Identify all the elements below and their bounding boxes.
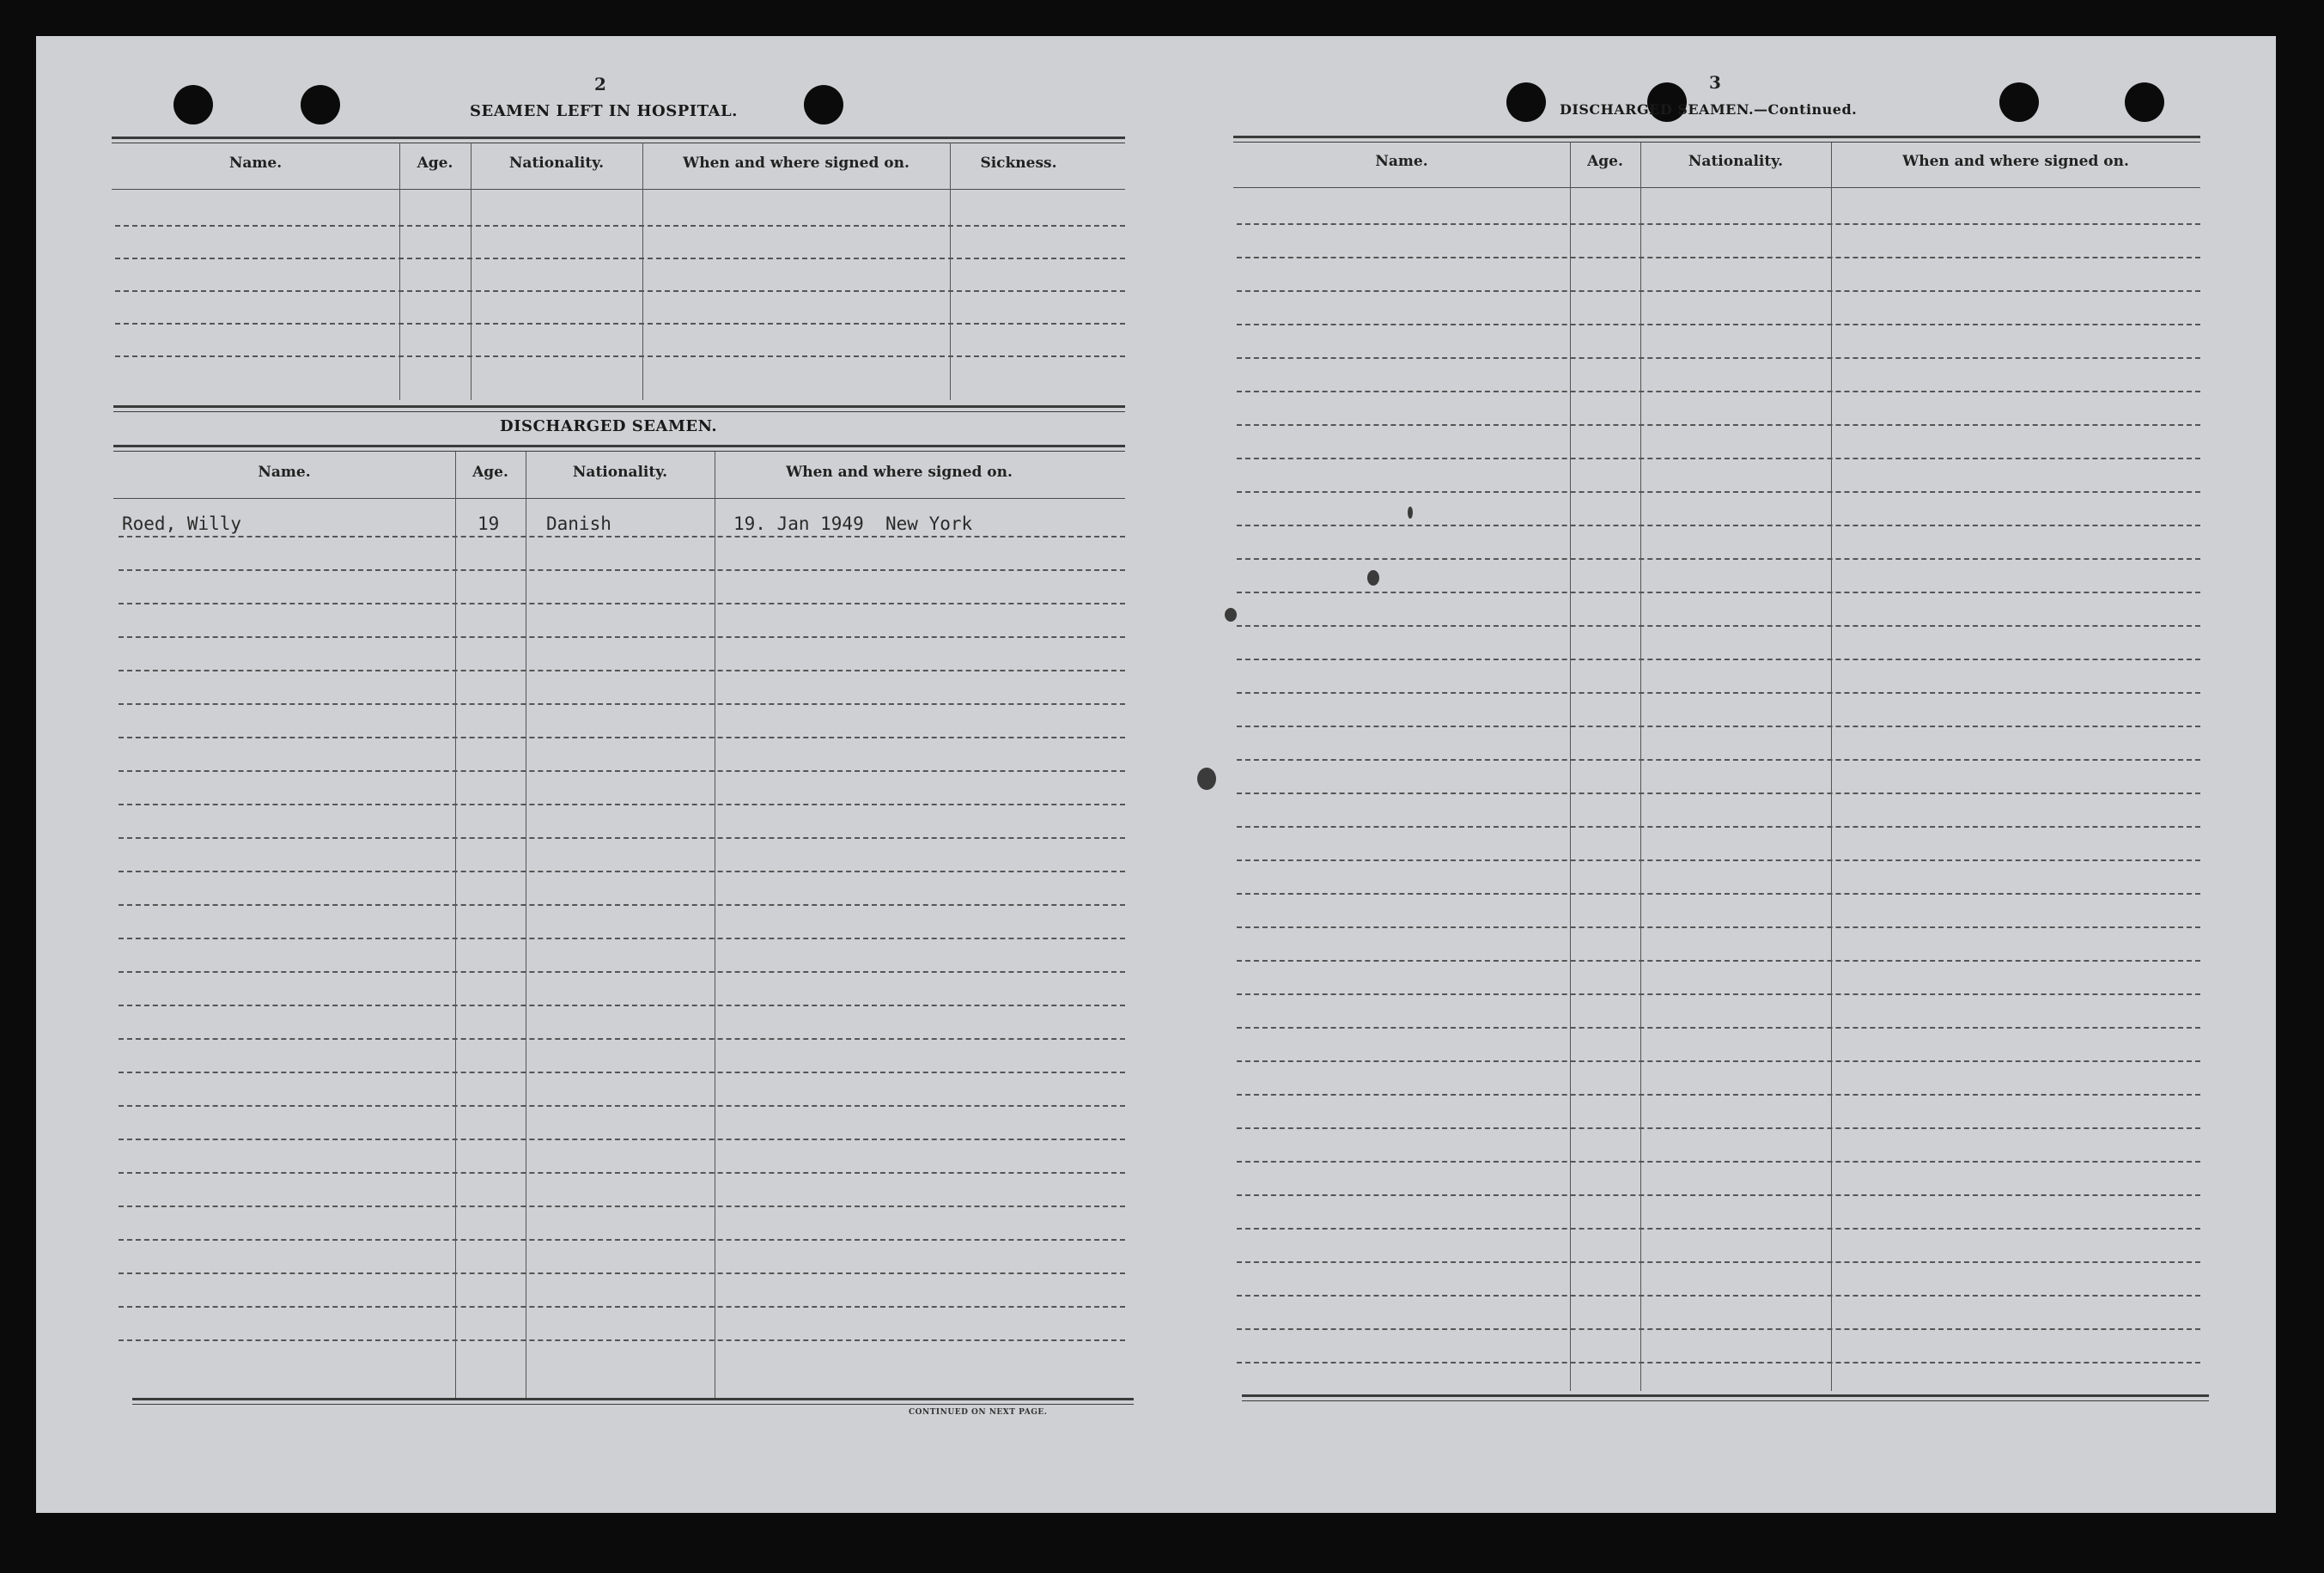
ruled-line [1237,357,2200,359]
ruled-line [1237,625,2200,627]
seaman-nationality: Danish [546,513,611,534]
ruled-line [1237,726,2200,727]
ruled-line [1237,1094,2200,1096]
continued-note: CONTINUED ON NEXT PAGE. [909,1408,1048,1417]
ruled-line [1237,1362,2200,1363]
ink-smudge [1367,570,1379,586]
ink-smudge [1197,768,1216,790]
ruled-line [1237,324,2200,325]
ruled-line [1237,1261,2200,1263]
hospital-divider [642,143,643,400]
ruled-line [119,1105,1125,1107]
ruled-line [1237,223,2200,225]
right-header-rule [1233,187,2200,188]
ruled-line [1237,1161,2200,1163]
ruled-line [1237,1328,2200,1330]
right-col-age: Age. [1587,153,1623,170]
ruled-line [1237,1027,2200,1029]
ruled-line [1237,793,2200,794]
seaman-signed-on: 19. Jan 1949 New York [733,513,973,534]
right-top-rule [1233,136,2200,138]
hospital-col-sickness: Sickness. [980,155,1057,172]
punch-hole [1999,82,2039,122]
discharged-col-signed-on: When and where signed on. [786,464,1013,481]
ink-smudge [1225,608,1237,622]
discharged-divider [455,452,456,1398]
hospital-divider [399,143,400,400]
ruled-line [1237,558,2200,560]
ruled-line [1237,1295,2200,1297]
ruled-line [119,904,1125,906]
ruled-line [119,971,1125,973]
ruled-line [119,1239,1125,1241]
ink-smudge [1408,507,1413,519]
right-divider [1640,143,1641,1391]
ruled-line [119,1306,1125,1308]
ruled-line [119,1139,1125,1140]
ruled-line [1237,257,2200,258]
ruled-line [119,1339,1125,1341]
ruled-line [119,569,1125,571]
discharged-top-rule [113,445,1125,447]
hospital-header-rule [112,189,1125,190]
discharged-col-nationality: Nationality. [572,464,668,481]
ruled-line [119,1272,1125,1274]
right-col-name: Name. [1375,153,1428,170]
right-section-title: DISCHARGED SEAMEN.—Continued. [1560,101,1858,118]
ruled-line [1237,1194,2200,1196]
right-col-signed-on: When and where signed on. [1902,153,2129,170]
discharged-section-title: DISCHARGED SEAMEN. [500,417,718,435]
ruled-line [119,603,1125,604]
ruled-line [1237,759,2200,761]
ruled-line [1237,826,2200,828]
ruled-line [1237,893,2200,895]
seaman-name: Roed, Willy [122,513,242,534]
discharged-col-age: Age. [472,464,508,481]
ruled-line [1237,491,2200,493]
ruled-line [115,355,1125,357]
ruled-line [115,290,1125,292]
hospital-section-title: SEAMEN LEFT IN HOSPITAL. [470,102,738,120]
hospital-top-rule [112,137,1125,139]
ruled-line [1237,659,2200,660]
ruled-line [119,536,1125,537]
page-number-left: 2 [594,74,606,94]
ruled-line [115,258,1125,259]
ruled-line [119,703,1125,705]
ruled-line [119,871,1125,872]
discharged-col-name: Name. [258,464,311,481]
ruled-line [119,670,1125,671]
hospital-col-age: Age. [417,155,453,172]
ruled-line [1237,525,2200,526]
ruled-line [119,1172,1125,1174]
right-divider [1570,143,1571,1391]
hospital-divider [950,143,951,400]
punch-hole [173,85,213,125]
seaman-age: 19 [478,513,500,534]
punch-hole [2125,82,2164,122]
ruled-line [119,938,1125,939]
ruled-line [1237,1127,2200,1129]
page-number-right: 3 [1709,72,1721,93]
punch-hole [804,85,843,125]
ruled-line [119,1072,1125,1073]
ruled-line [1237,926,2200,928]
right-divider [1831,143,1832,1391]
ruled-line [119,737,1125,738]
ruled-line [119,1005,1125,1006]
ruled-line [1237,692,2200,694]
ruled-line [119,770,1125,772]
ruled-line [119,837,1125,839]
ruled-line [1237,391,2200,392]
right-col-nationality: Nationality. [1688,153,1784,170]
ruled-line [1237,993,2200,995]
hospital-col-signed-on: When and where signed on. [683,155,910,172]
ruled-line [1237,859,2200,861]
document-sheet [36,36,2276,1513]
ruled-line [119,1206,1125,1207]
ruled-line [1237,458,2200,459]
ruled-line [1237,424,2200,426]
ruled-line [119,636,1125,638]
hospital-col-nationality: Nationality. [508,155,605,172]
ruled-line [119,804,1125,805]
ruled-line [115,323,1125,325]
right-bottom-rule [1242,1394,2209,1397]
ruled-line [119,1038,1125,1040]
ruled-line [115,225,1125,227]
hospital-col-name: Name. [228,155,283,172]
ruled-line [1237,290,2200,292]
discharged-header-rule [113,498,1125,499]
ruled-line [1237,1060,2200,1062]
ruled-line [1237,1228,2200,1230]
hospital-bottom-rule [113,405,1125,408]
punch-hole [1506,82,1546,122]
ruled-line [1237,960,2200,962]
left-bottom-rule [132,1398,1134,1400]
ruled-line [1237,592,2200,593]
punch-hole [301,85,340,125]
